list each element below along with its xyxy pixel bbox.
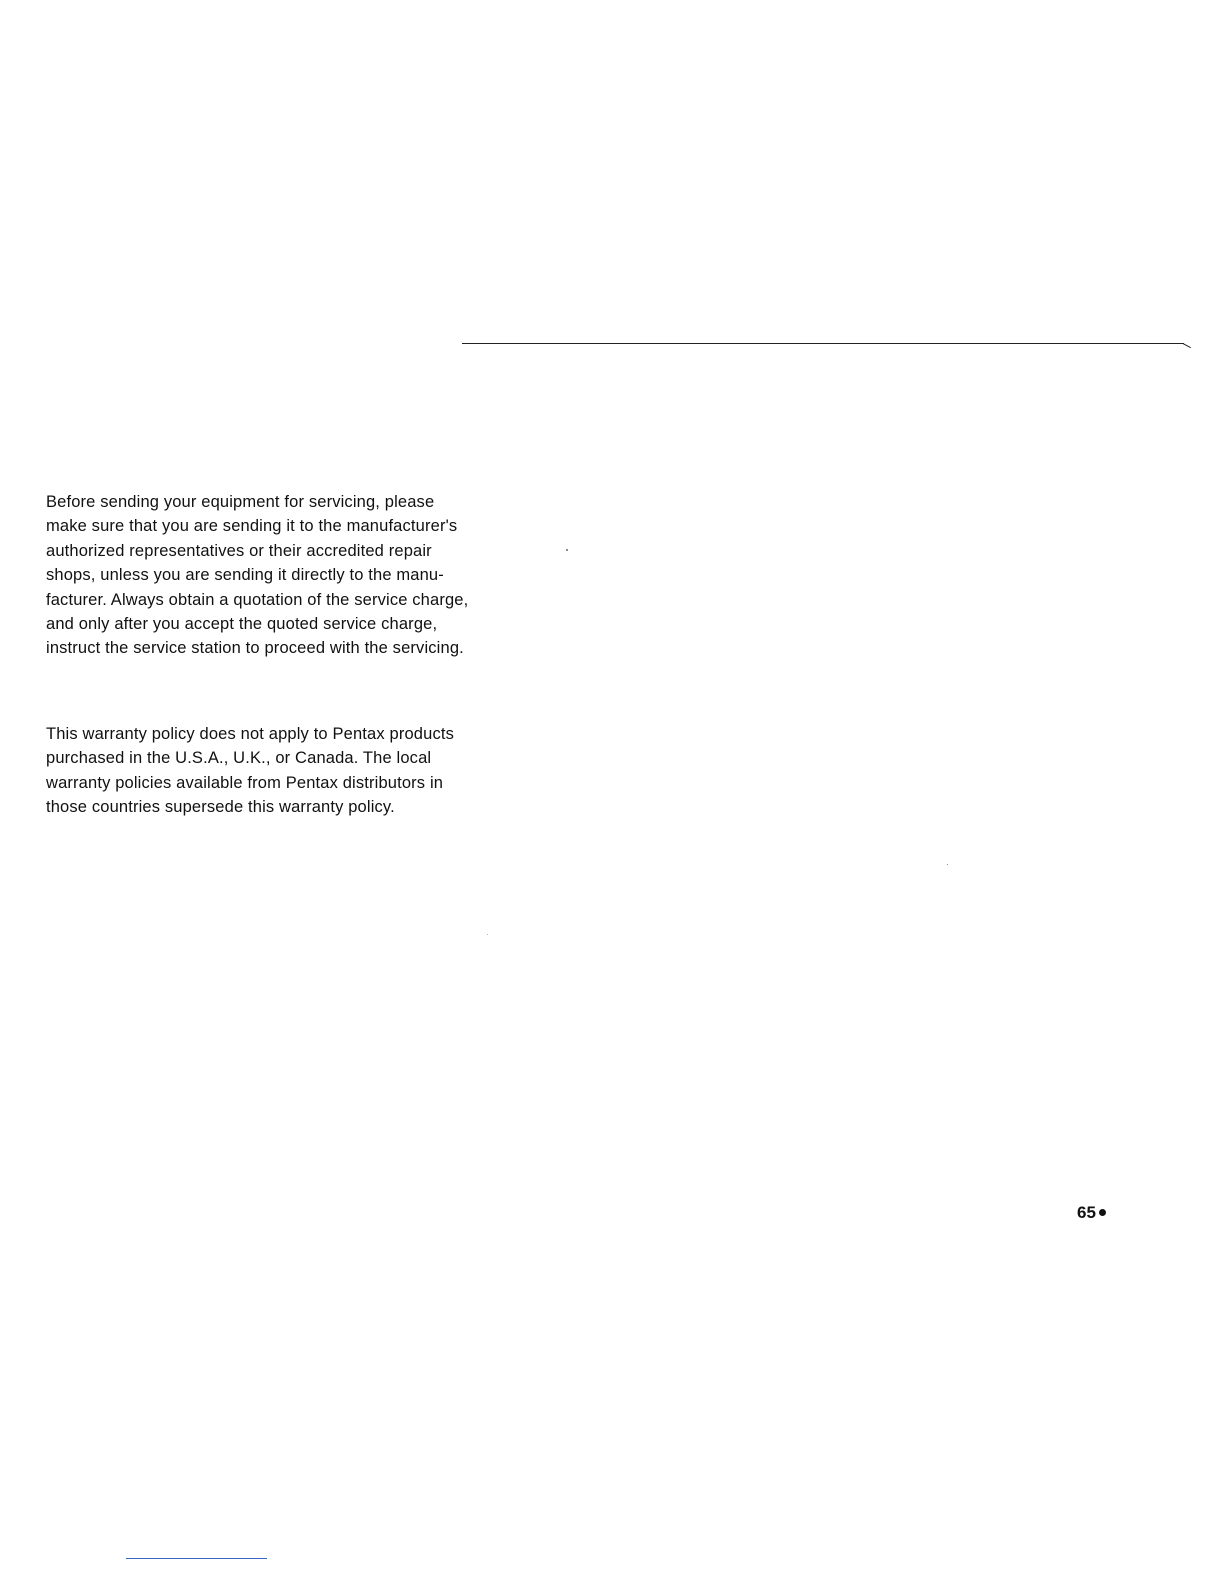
- servicing-notice-paragraph: [46, 490, 566, 661]
- servicing-notice-line: Before sending your equipment for servicing, please: [46, 493, 435, 511]
- top-horizontal-rule: [462, 343, 1184, 344]
- warranty-exclusion-line: warranty policies available from Pentax distributors in: [46, 773, 444, 792]
- top-rule-dotted-start: [462, 342, 522, 343]
- warranty-exclusion-line: This warranty policy does not apply to Pentax products: [46, 725, 454, 743]
- servicing-notice-line: shops, unless you are sending it directly to the manu-: [46, 566, 444, 585]
- servicing-notice-line: make sure that you are sending it to the manufacturer's: [46, 517, 458, 536]
- warranty-exclusion-line: purchased in the U.S.A., U.K., or Canada. The local: [46, 749, 432, 768]
- warranty-exclusion-paragraph: [46, 722, 566, 820]
- servicing-notice-line: authorized representatives or their accredited repair: [46, 541, 432, 560]
- scan-speck: [566, 549, 568, 551]
- page-number: [1077, 1203, 1106, 1223]
- page-number-text: 65: [1077, 1203, 1096, 1222]
- top-rule-end-tick: [1183, 343, 1191, 348]
- scan-speck: [487, 934, 488, 935]
- page-bullet-icon: [1099, 1209, 1106, 1216]
- scan-speck: [947, 864, 948, 865]
- warranty-exclusion-line: those countries supersede this warranty policy.: [46, 798, 395, 817]
- servicing-notice-line: and only after you accept the quoted service charge,: [46, 615, 438, 634]
- servicing-notice-line: instruct the service station to proceed with the servicing.: [46, 639, 464, 658]
- bottom-horizontal-rule: [126, 1558, 267, 1559]
- servicing-notice-line: facturer. Always obtain a quotation of the service charge,: [46, 590, 469, 609]
